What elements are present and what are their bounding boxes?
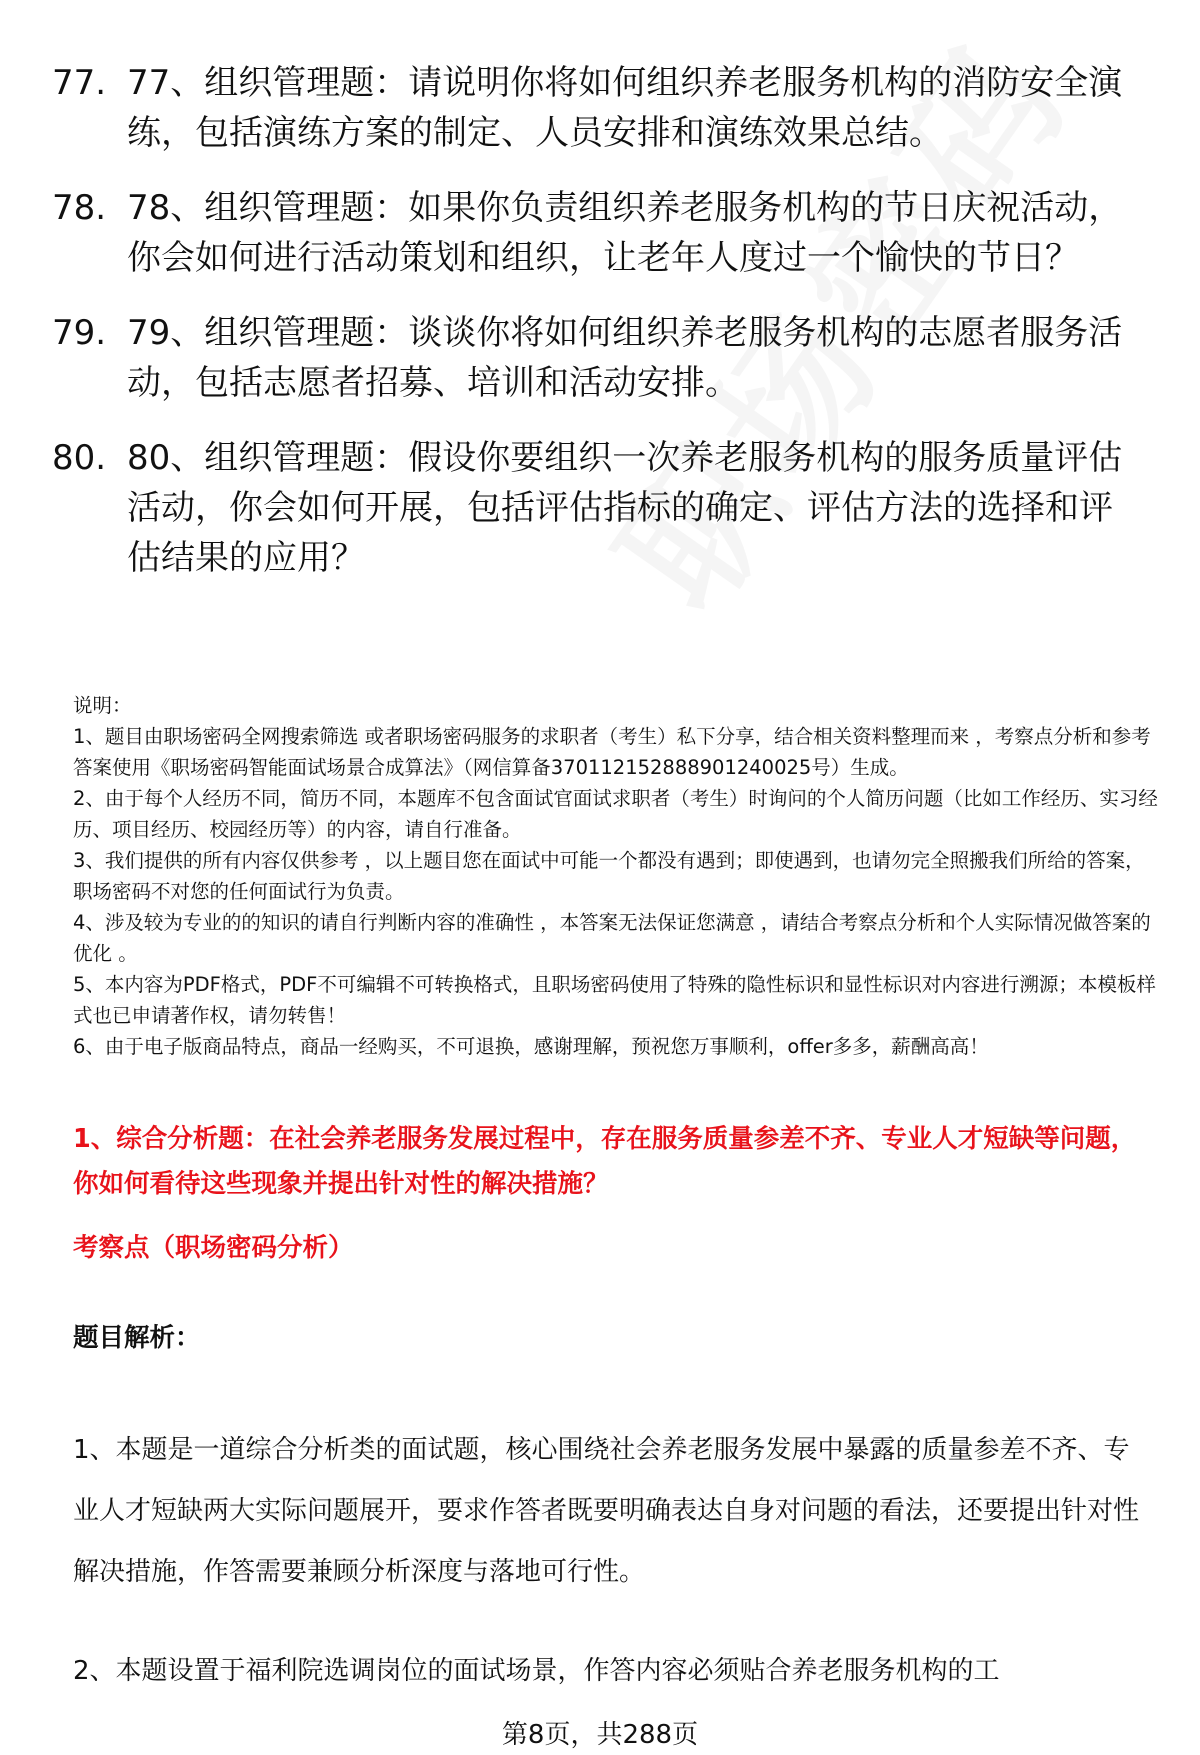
- question-number: 78.: [52, 188, 107, 228]
- note-item: 2、由于每个人经历不同，简历不同，本题库不包含面试官面试求职者（考生）时询问的个人简历问题（比如工作经历、实习经历、项目经历、校园经历等）的内容，请自行准备。: [73, 787, 1158, 841]
- question-number: 80.: [52, 438, 107, 478]
- kaochadian-heading: 考察点（职场密码分析）: [73, 1233, 354, 1263]
- question-text: 80、组织管理题：假设你要组织一次养老服务机构的服务质量评估活动，你会如何开展，包括评估指标的确定、评估方法的选择和评估结果的应用？: [127, 438, 1123, 578]
- note-item: 6、由于电子版商品特点，商品一经购买，不可退换，感谢理解，预祝您万事顺利，offer多多，薪酬高高！: [73, 1035, 989, 1058]
- note-item: 4、涉及较为专业的的知识的请自行判断内容的准确性 ，本答案无法保证您满意 ，请结合考察点分析和个人实际情况做答案的优化 。: [73, 911, 1151, 965]
- question-text: 79、组织管理题：谈谈你将如何组织养老服务机构的志愿者服务活动，包括志愿者招募、培训和活动安排。: [127, 313, 1123, 403]
- notes-section: [73, 690, 1163, 1062]
- question-item: [52, 433, 1152, 583]
- question-number: 79.: [52, 313, 107, 353]
- note-item: 5、本内容为PDF格式，PDF不可编辑不可转换格式，且职场密码使用了特殊的隐性标识和显性标识对内容进行溯源；本模板样式也已申请著作权，请勿转售！: [73, 973, 1156, 1027]
- analysis-paragraph: 1、本题是一道综合分析类的面试题，核心围绕社会养老服务发展中暴露的质量参差不齐、专业人才短缺两大实际问题展开，要求作答者既要明确表达自身对问题的看法，还要提出针对性解决措施，作答需要兼顾分析深度与落地可行性。: [73, 1435, 1140, 1587]
- highlighted-question: 1、综合分析题：在社会养老服务发展过程中，存在服务质量参差不齐、专业人才短缺等问题，你如何看待这些现象并提出针对性的解决措施？: [73, 1124, 1137, 1199]
- question-list: [52, 58, 1152, 608]
- note-item: 1、题目由职场密码全网搜索筛选 或者职场密码服务的求职者（考生）私下分享，结合相关资料整理而来 ，考察点分析和参考答案使用《职场密码智能面试场景合成算法》（网信算备370112152888901240025号）生成。: [73, 725, 1151, 779]
- question-text: 77、组织管理题：请说明你将如何组织养老服务机构的消防安全演练，包括演练方案的制定、人员安排和演练效果总结。: [127, 63, 1123, 153]
- notes-title: 说明：: [73, 694, 132, 717]
- question-text: 78、组织管理题：如果你负责组织养老服务机构的节日庆祝活动，你会如何进行活动策划和组织，让老年人度过一个愉快的节日？: [127, 188, 1123, 278]
- question-item: [52, 308, 1152, 408]
- question-number: 77.: [52, 63, 107, 103]
- analysis-body: [73, 1420, 1153, 1740]
- question-item: [52, 183, 1152, 283]
- question-item: [52, 58, 1152, 158]
- analysis-paragraph: 2、本题设置于福利院选调岗位的面试场景，作答内容必须贴合养老服务机构的工: [73, 1656, 1000, 1686]
- page-footer: 第8页，共288页: [501, 1720, 699, 1750]
- note-item: 3、我们提供的所有内容仅供参考 ，以上题目您在面试中可能一个都没有遇到；即使遇到，也请勿完全照搬我们所给的答案，职场密码不对您的任何面试行为负责。: [73, 849, 1145, 903]
- analysis-heading: 题目解析：: [73, 1323, 201, 1353]
